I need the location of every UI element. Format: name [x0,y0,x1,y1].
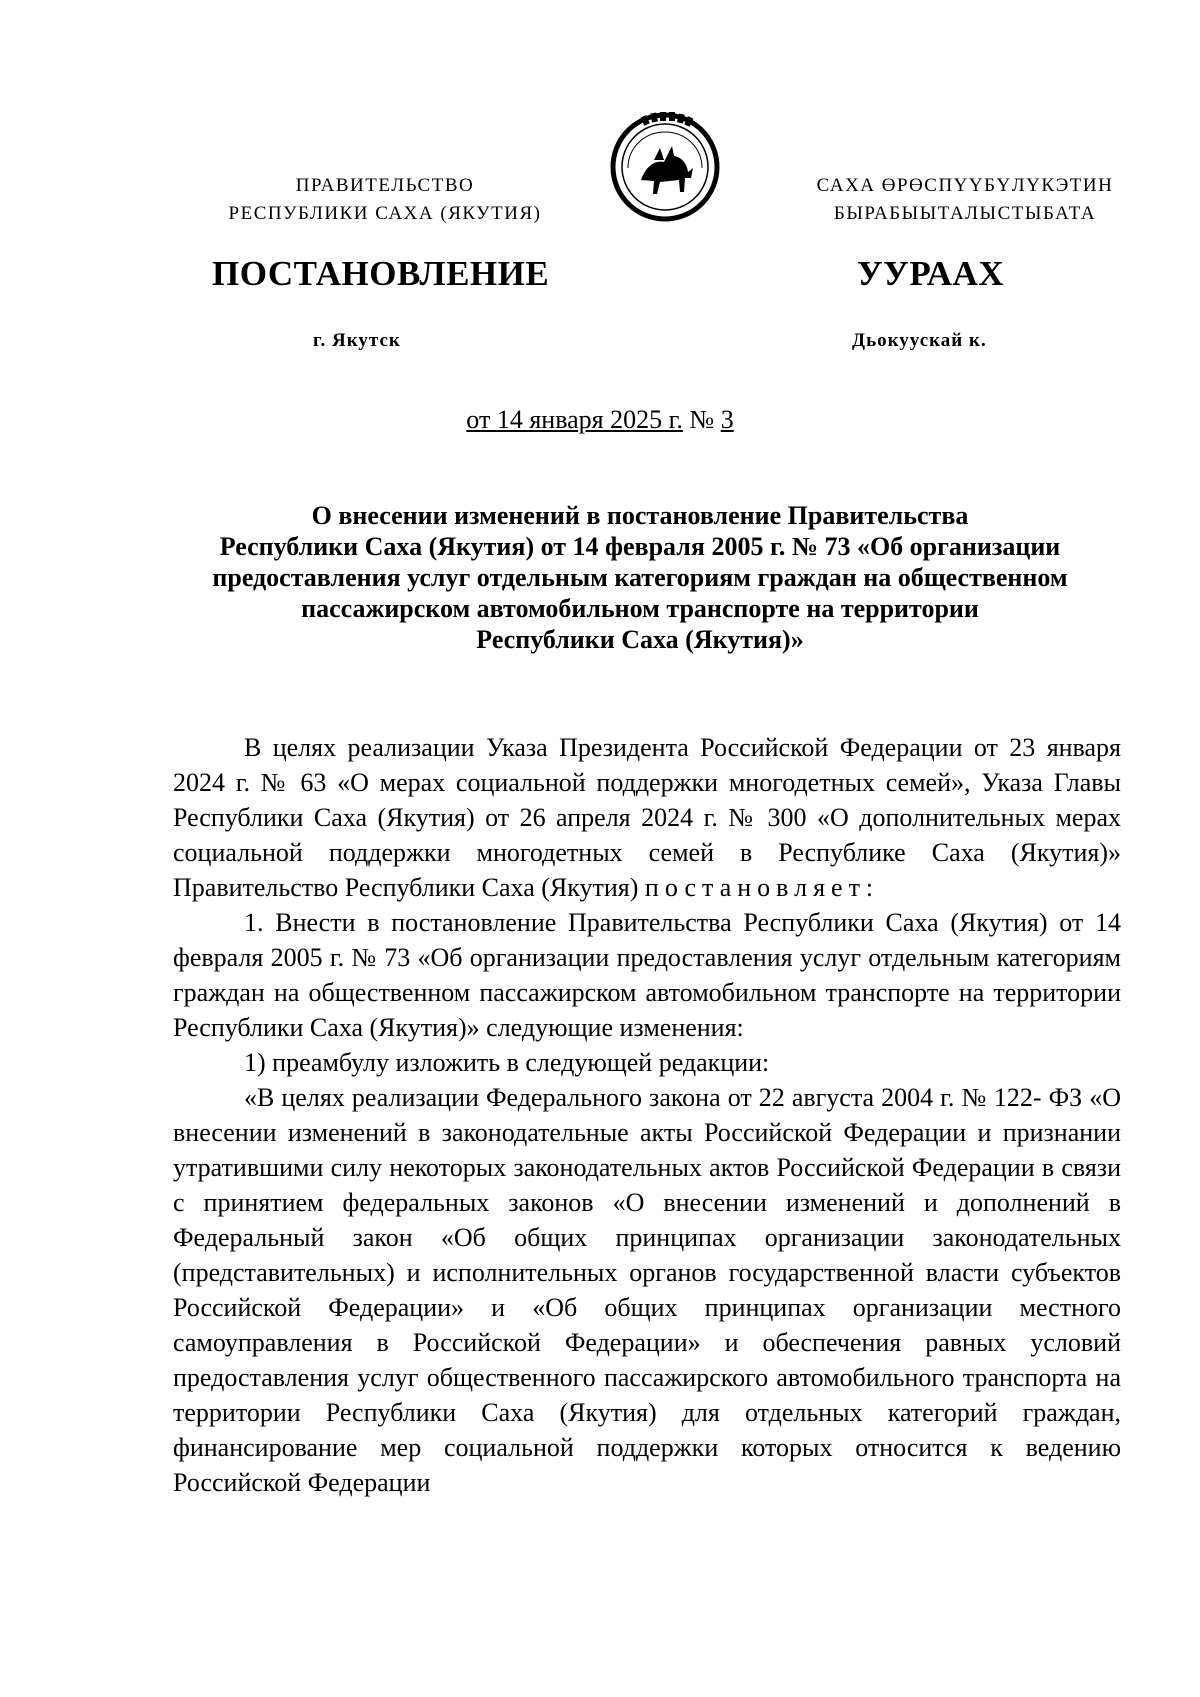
new-preamble-paragraph: «В целях реализации Федерального закона от 22 августа 2004 г. № 122- ФЗ «О внесении изменений в законодательные акты Российской Федерации и признании утратившими силу некоторых законодательных актов Российской Федерации в связи с принятием федеральных законов «О внесении изменений и дополнений в Федеральный закон «Об общих принципах организации законодательных (представительных) и исполнительных органов государственной власти субъектов Российской Федерации» и «Об общих принципах организации местного самоуправления в Российской Федерации» и обеспечения равных условий предоставления услуг общественного пассажирского автомобильного транспорта на территории Республики Саха (Якутия) для отдельных категорий граждан, финансирование мер социальной поддержки которых относится к ведению Российской Федерации [173,1083,1121,1497]
document-number: 3 [720,405,734,434]
preamble-paragraph [173,730,1121,905]
issuer-yakut [755,172,1175,228]
issuer-line: ПРАВИТЕЛЬСТВО [295,175,475,196]
city-yakut: Дьокуускай к. [852,330,987,351]
preamble-text: В целях реализации Указа Президента Российской Федерации от 23 января 2024 г. № 63 «О мерах социальной поддержки многодетных семей», Указа Главы Республики Саха (Якутия) от 26 апреля 2024 г. № 300 «О дополнительных мерах социальной поддержки многодетных семей в Республике Саха (Якутия)» Правительство Республики Саха (Якутия) [173,733,1121,902]
issuer-line: САХА ӨРӨСПҮҮБҮЛҮКЭТИН [816,175,1114,196]
issuer-line: БЫРАБЫЫТАЛЫСТЫБАТА [833,203,1097,224]
document-title [160,500,1120,655]
number-sign: № [689,405,715,434]
document-date: 14 января 2025 г. [496,405,683,434]
date-prefix: от [466,405,491,434]
subitem-1-paragraph: 1) преамбулу изложить в следующей редакции: [244,1048,770,1077]
doc-type-russian: ПОСТАНОВЛЕНИЕ [212,254,550,293]
city-russian: г. Якутск [313,330,401,351]
issuer-russian [175,172,595,228]
resolve-verb: постановляет: [644,873,880,902]
title-line: Республики Саха (Якутия)» [476,625,804,654]
title-line: О внесении изменений в постановление Правительства [311,501,969,530]
issuer-line: РЕСПУБЛИКИ САХА (ЯКУТИЯ) [228,203,542,224]
title-line: Республики Саха (Якутия) от 14 февраля 2005 г. № 73 «Об организации [219,532,1061,561]
item-1-paragraph: 1. Внести в постановление Правительства Республики Саха (Якутия) от 14 февраля 2005 г. № 73 «Об организации предоставления услуг отдельным категориям граждан на общественном пассажирском автомобильном транспорте на территории Республики Саха (Якутия)» следующие изменения: [173,908,1121,1042]
title-line: предоставления услуг отдельным категориям граждан на общественном [212,563,1068,592]
document-date-number [0,405,1200,435]
coat-of-arms-icon [608,110,722,224]
document-body [173,730,1121,1500]
doc-type-yakut: УУРААХ [857,254,1005,293]
title-line: пассажирском автомобильном транспорте на территории [301,594,979,623]
